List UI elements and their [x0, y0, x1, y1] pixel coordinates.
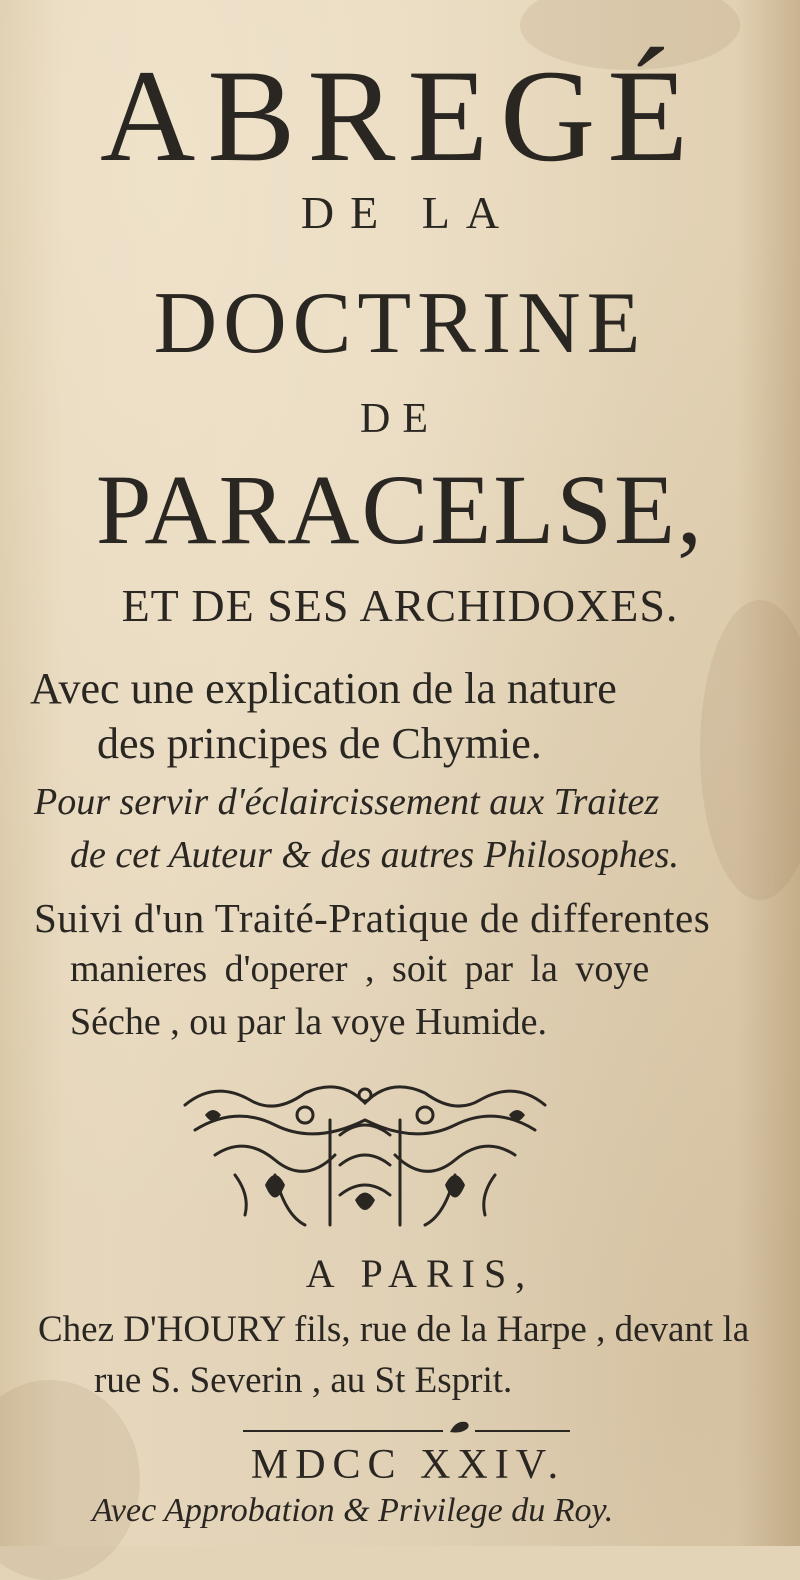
publisher-line-2: rue S. Severin , au St Esprit.	[94, 1360, 513, 1401]
woodcut-vignette	[155, 1075, 575, 1235]
paper-stain	[700, 600, 800, 900]
title-doctrine: DOCTRINE	[153, 275, 647, 372]
rule-left	[243, 1430, 443, 1432]
title-abrege: ABREGÉ	[100, 42, 700, 189]
italic-line-1: Pour servir d'éclaircissement aux Traitez	[34, 781, 660, 823]
italic-line-2: de cet Auteur & des autres Philosophes.	[70, 834, 679, 876]
title-de-la: DE LA	[300, 187, 516, 238]
publisher-line-1: Chez D'HOURY fils, rue de la Harpe , devant la	[38, 1309, 750, 1350]
title-archidoxes: ET DE SES ARCHIDOXES.	[121, 580, 679, 631]
suivi-line-3: Séche , ou par la voye Humide.	[70, 1001, 547, 1043]
title-de: DE	[360, 396, 440, 442]
fleuron-icon	[448, 1418, 472, 1436]
suivi-line-1: Suivi d'un Traité-Pratique de differentes	[34, 895, 711, 941]
approbation-line: Avec Approbation & Privilege du Roy.	[92, 1492, 614, 1529]
subtitle-line-2: des principes de Chymie.	[97, 719, 542, 768]
imprint-year: MDCC XXIV.	[250, 1442, 566, 1488]
suivi-line-2: manieres d'operer , soit par la voye	[70, 948, 650, 990]
imprint-place: A PARIS,	[305, 1251, 535, 1296]
subtitle-line-1: Avec une explication de la nature	[30, 664, 617, 713]
rule-right	[475, 1430, 570, 1432]
title-paracelse: PARACELSE,	[95, 454, 705, 565]
